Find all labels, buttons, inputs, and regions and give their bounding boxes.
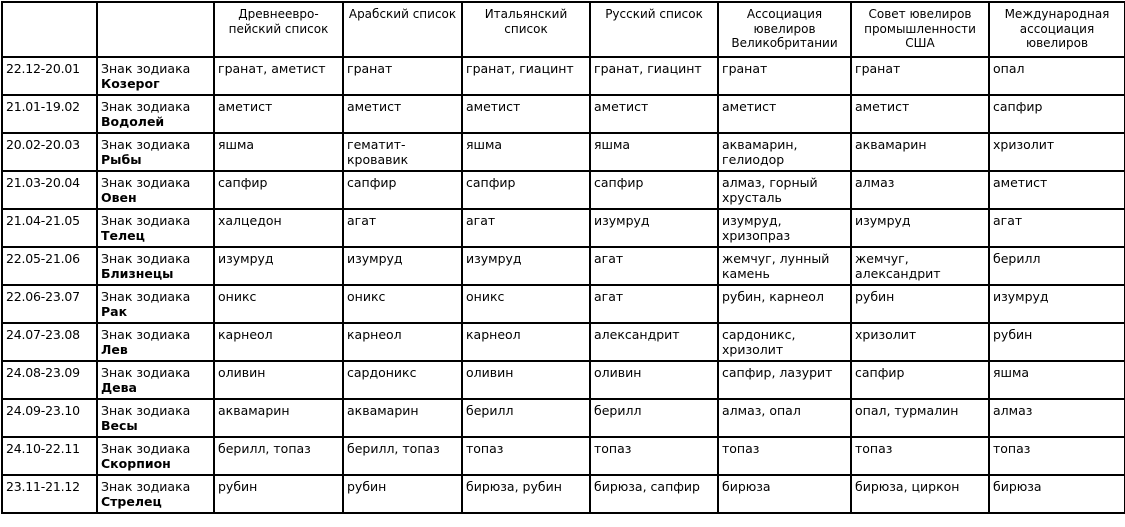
- stone-cell-gb-association: алмаз, горный хрусталь: [719, 172, 852, 210]
- zodiac-sign-cell: [98, 362, 215, 400]
- stone-cell-italian: оливин: [463, 362, 591, 400]
- stone-cell-gb-association: алмаз, опал: [719, 400, 852, 438]
- stone-cell-ancient-european: оникс: [215, 286, 344, 324]
- stone-cell-arabic: гранат: [344, 58, 463, 96]
- stone-cell-italian: гранат, гиацинт: [463, 58, 591, 96]
- stone-cell-ancient-european: яшма: [215, 134, 344, 172]
- stone-cell-italian: агат: [463, 210, 591, 248]
- header-international-association: Международная ассоциация ювелиров: [990, 3, 1125, 58]
- stone-cell-ancient-european: оливин: [215, 362, 344, 400]
- stone-cell-italian: оникс: [463, 286, 591, 324]
- stone-cell-ancient-european: берилл, топаз: [215, 438, 344, 476]
- header-russian: Русский список: [591, 3, 719, 58]
- zodiac-sign-prefix: Знак зодиака: [101, 365, 191, 380]
- zodiac-sign-cell: [98, 58, 215, 96]
- date-range-cell: 22.05-21.06: [3, 248, 98, 286]
- stone-cell-russian: яшма: [591, 134, 719, 172]
- date-range-cell: 21.04-21.05: [3, 210, 98, 248]
- zodiac-sign-name: Водолей: [101, 114, 165, 129]
- stone-cell-arabic: агат: [344, 210, 463, 248]
- zodiac-sign-prefix: Знак зодиака: [101, 99, 191, 114]
- zodiac-sign-cell: [98, 134, 215, 172]
- table-row: [3, 96, 1125, 134]
- zodiac-sign-name: Лев: [101, 342, 128, 357]
- stone-cell-gb-association: аметист: [719, 96, 852, 134]
- zodiac-sign-prefix: Знак зодиака: [101, 213, 191, 228]
- stone-cell-international-association: аметист: [990, 172, 1125, 210]
- stone-cell-russian: топаз: [591, 438, 719, 476]
- zodiac-sign-name: Овен: [101, 190, 137, 205]
- stone-cell-italian: сапфир: [463, 172, 591, 210]
- stone-cell-usa-council: аквамарин: [852, 134, 990, 172]
- zodiac-sign-name: Телец: [101, 228, 145, 243]
- stone-cell-international-association: хризолит: [990, 134, 1125, 172]
- stone-cell-usa-council: изумруд: [852, 210, 990, 248]
- zodiac-sign-name: Близнецы: [101, 266, 174, 281]
- stone-cell-russian: агат: [591, 286, 719, 324]
- stone-cell-russian: сапфир: [591, 172, 719, 210]
- header-sign: [98, 3, 215, 58]
- zodiac-sign-cell: [98, 172, 215, 210]
- stone-cell-international-association: яшма: [990, 362, 1125, 400]
- stone-cell-arabic: оникс: [344, 286, 463, 324]
- stone-cell-italian: топаз: [463, 438, 591, 476]
- date-range-cell: 23.11-21.12: [3, 476, 98, 514]
- table-row: [3, 438, 1125, 476]
- stone-cell-usa-council: опал, турмалин: [852, 400, 990, 438]
- stone-cell-italian: аметист: [463, 96, 591, 134]
- zodiac-sign-cell: [98, 210, 215, 248]
- zodiac-sign-prefix: Знак зодиака: [101, 441, 191, 456]
- header-usa-council: Совет ювелиров промышленности США: [852, 3, 990, 58]
- stone-cell-italian: изумруд: [463, 248, 591, 286]
- stone-cell-ancient-european: карнеол: [215, 324, 344, 362]
- zodiac-sign-cell: [98, 438, 215, 476]
- zodiac-sign-prefix: Знак зодиака: [101, 479, 191, 494]
- stone-cell-international-association: берилл: [990, 248, 1125, 286]
- table-row: [3, 58, 1125, 96]
- date-range-cell: 24.08-23.09: [3, 362, 98, 400]
- stone-cell-usa-council: рубин: [852, 286, 990, 324]
- stone-cell-international-association: сапфир: [990, 96, 1125, 134]
- stone-cell-ancient-european: аметист: [215, 96, 344, 134]
- zodiac-sign-cell: [98, 286, 215, 324]
- stone-cell-gb-association: сапфир, лазурит: [719, 362, 852, 400]
- stone-cell-italian: яшма: [463, 134, 591, 172]
- date-range-cell: 21.01-19.02: [3, 96, 98, 134]
- zodiac-sign-name: Козерог: [101, 76, 160, 91]
- date-range-cell: 20.02-20.03: [3, 134, 98, 172]
- stone-cell-italian: берилл: [463, 400, 591, 438]
- zodiac-sign-prefix: Знак зодиака: [101, 251, 191, 266]
- date-range-cell: 24.07-23.08: [3, 324, 98, 362]
- stone-cell-usa-council: топаз: [852, 438, 990, 476]
- stone-cell-russian: агат: [591, 248, 719, 286]
- stone-cell-arabic: сардоникс: [344, 362, 463, 400]
- stone-cell-gb-association: бирюза: [719, 476, 852, 514]
- zodiac-sign-cell: [98, 400, 215, 438]
- date-range-cell: 22.12-20.01: [3, 58, 98, 96]
- zodiac-sign-prefix: Знак зодиака: [101, 137, 191, 152]
- stone-cell-usa-council: бирюза, циркон: [852, 476, 990, 514]
- stone-cell-gb-association: жемчуг, лунный камень: [719, 248, 852, 286]
- stone-cell-russian: аметист: [591, 96, 719, 134]
- zodiac-sign-prefix: Знак зодиака: [101, 403, 191, 418]
- header-italian: Итальянский список: [463, 3, 591, 58]
- stone-cell-international-association: бирюза: [990, 476, 1125, 514]
- date-range-cell: 24.10-22.11: [3, 438, 98, 476]
- zodiac-sign-name: Рак: [101, 304, 128, 319]
- table-row: [3, 134, 1125, 172]
- stone-cell-ancient-european: халцедон: [215, 210, 344, 248]
- table-row: [3, 324, 1125, 362]
- stone-cell-usa-council: хризолит: [852, 324, 990, 362]
- header-row: [3, 3, 1125, 58]
- stone-cell-ancient-european: сапфир: [215, 172, 344, 210]
- zodiac-sign-cell: [98, 476, 215, 514]
- table-row: [3, 210, 1125, 248]
- stone-cell-russian: бирюза, сапфир: [591, 476, 719, 514]
- zodiac-sign-name: Дева: [101, 380, 137, 395]
- stone-cell-gb-association: топаз: [719, 438, 852, 476]
- zodiac-sign-cell: [98, 248, 215, 286]
- stone-cell-international-association: агат: [990, 210, 1125, 248]
- stone-cell-international-association: изумруд: [990, 286, 1125, 324]
- stone-cell-international-association: рубин: [990, 324, 1125, 362]
- zodiac-sign-name: Весы: [101, 418, 138, 433]
- stone-cell-arabic: карнеол: [344, 324, 463, 362]
- table-row: [3, 286, 1125, 324]
- header-gb-association: Ассоциация ювелиров Великобритании: [719, 3, 852, 58]
- table-row: [3, 248, 1125, 286]
- date-range-cell: 24.09-23.10: [3, 400, 98, 438]
- stone-cell-usa-council: аметист: [852, 96, 990, 134]
- stone-cell-usa-council: гранат: [852, 58, 990, 96]
- table-row: [3, 400, 1125, 438]
- zodiac-gemstones-table: [1, 1, 1125, 514]
- date-range-cell: 21.03-20.04: [3, 172, 98, 210]
- date-range-cell: 22.06-23.07: [3, 286, 98, 324]
- stone-cell-russian: александрит: [591, 324, 719, 362]
- stone-cell-arabic: сапфир: [344, 172, 463, 210]
- stone-cell-arabic: аметист: [344, 96, 463, 134]
- stone-cell-italian: бирюза, рубин: [463, 476, 591, 514]
- stone-cell-gb-association: аквамарин, гелиодор: [719, 134, 852, 172]
- table-row: [3, 476, 1125, 514]
- stone-cell-russian: гранат, гиацинт: [591, 58, 719, 96]
- stone-cell-ancient-european: аквамарин: [215, 400, 344, 438]
- zodiac-sign-cell: [98, 324, 215, 362]
- stone-cell-arabic: гематит-кровавик: [344, 134, 463, 172]
- stone-cell-arabic: изумруд: [344, 248, 463, 286]
- zodiac-sign-name: Стрелец: [101, 494, 162, 509]
- table-row: [3, 362, 1125, 400]
- stone-cell-international-association: алмаз: [990, 400, 1125, 438]
- stone-cell-arabic: рубин: [344, 476, 463, 514]
- stone-cell-usa-council: алмаз: [852, 172, 990, 210]
- stone-cell-russian: изумруд: [591, 210, 719, 248]
- zodiac-sign-name: Скорпион: [101, 456, 171, 471]
- stone-cell-ancient-european: изумруд: [215, 248, 344, 286]
- stone-cell-italian: карнеол: [463, 324, 591, 362]
- stone-cell-gb-association: рубин, карнеол: [719, 286, 852, 324]
- zodiac-sign-prefix: Знак зодиака: [101, 175, 191, 190]
- stone-cell-international-association: опал: [990, 58, 1125, 96]
- stone-cell-arabic: аквамарин: [344, 400, 463, 438]
- stone-cell-usa-council: жемчуг, александрит: [852, 248, 990, 286]
- stone-cell-russian: берилл: [591, 400, 719, 438]
- table-row: [3, 172, 1125, 210]
- header-ancient-european: Древнеевро-пейский список: [215, 3, 344, 58]
- header-arabic: Арабский список: [344, 3, 463, 58]
- table-body: [3, 58, 1125, 514]
- stone-cell-ancient-european: рубин: [215, 476, 344, 514]
- stone-cell-usa-council: сапфир: [852, 362, 990, 400]
- zodiac-sign-prefix: Знак зодиака: [101, 327, 191, 342]
- stone-cell-international-association: топаз: [990, 438, 1125, 476]
- header-date: [3, 3, 98, 58]
- stone-cell-gb-association: гранат: [719, 58, 852, 96]
- zodiac-sign-name: Рыбы: [101, 152, 142, 167]
- stone-cell-ancient-european: гранат, аметист: [215, 58, 344, 96]
- stone-cell-russian: оливин: [591, 362, 719, 400]
- stone-cell-gb-association: сардоникс, хризолит: [719, 324, 852, 362]
- zodiac-sign-cell: [98, 96, 215, 134]
- stone-cell-arabic: берилл, топаз: [344, 438, 463, 476]
- zodiac-sign-prefix: Знак зодиака: [101, 61, 191, 76]
- zodiac-sign-prefix: Знак зодиака: [101, 289, 191, 304]
- stone-cell-gb-association: изумруд, хризопраз: [719, 210, 852, 248]
